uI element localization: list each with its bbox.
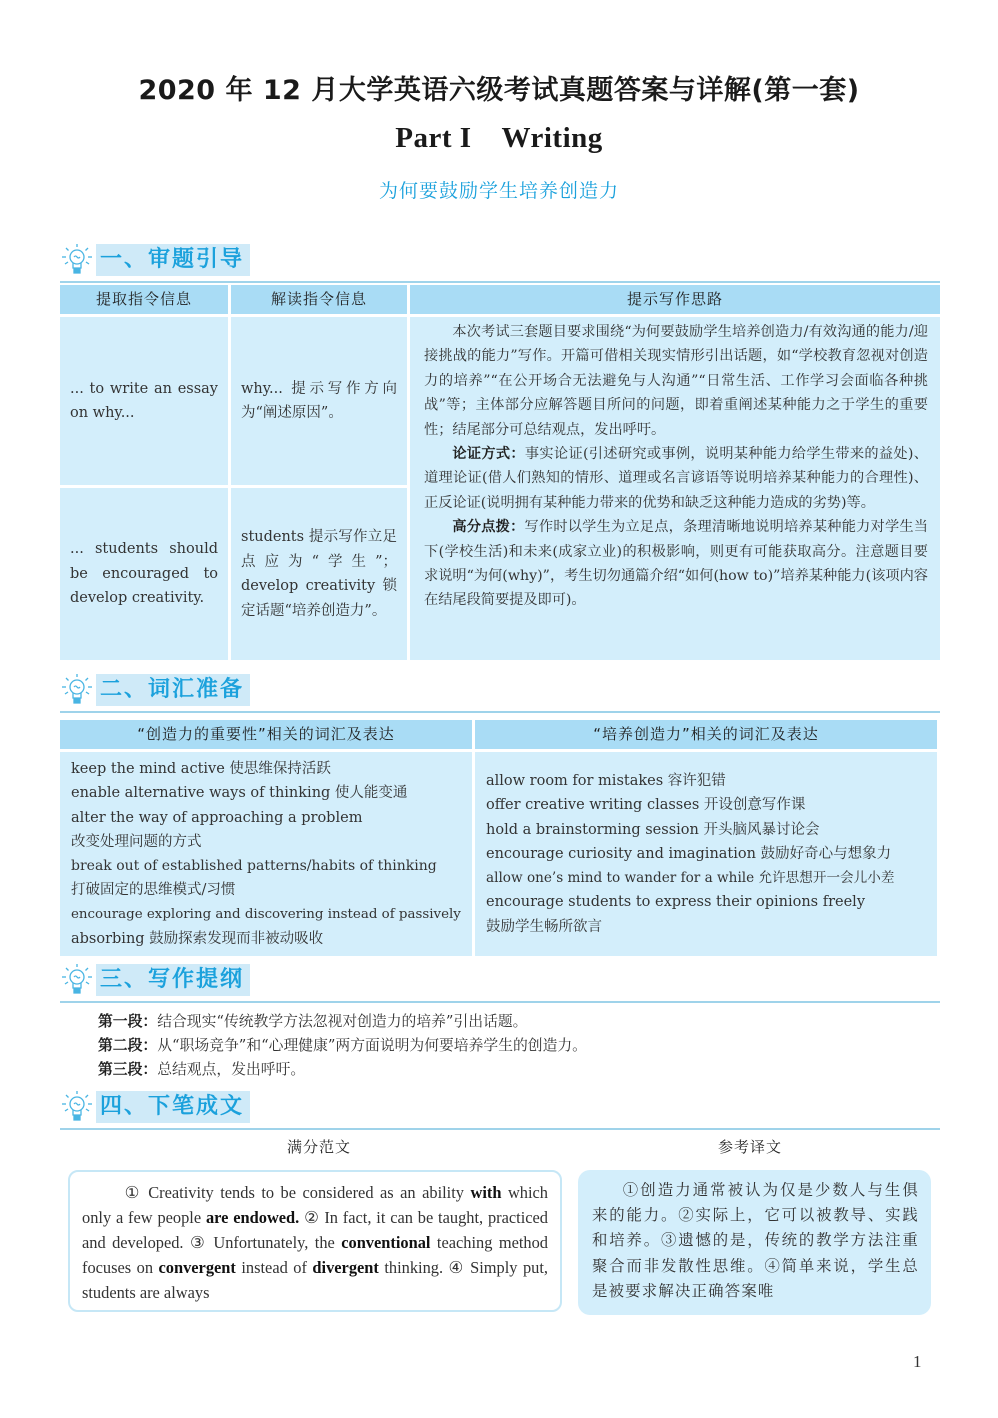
vocab-item: encourage exploring and discovering instead of passively [71, 906, 461, 922]
table-header: “创造力的重要性”相关的词汇及表达 [60, 720, 472, 749]
vocab-item: encourage curiosity and imagination 鼓励好奇心与想象力 [486, 845, 892, 862]
essay-fragment: which only a few people [82, 1183, 548, 1228]
vocab-item: allow one’s mind to wander for a while 允许思想开一会儿小差 [486, 870, 895, 887]
outline-label: 第一段： [98, 1013, 158, 1030]
outline-text: 从“职场竞争”和“心理健康”两方面说明为何要培养学生的创造力。 [157, 1037, 587, 1054]
essay-topic: 为何要鼓励学生培养创造力 [378, 180, 619, 202]
method-text: 事实论证(引述研究或事例，说明某种能力给学生带来的益处)、道理论证(借人们熟知的情形、道理或名言谚语等说明培养某种能力的合理性)、正反论证(说明拥有某种能力带来的优势和缺乏这种能力造成的劣势)等。 [424, 446, 928, 511]
outline-item [98, 1058, 587, 1082]
advice-label: 高分点拨： [452, 519, 525, 536]
part-name: Writing [501, 122, 603, 154]
section-label: 四、下笔成文 [96, 1091, 250, 1123]
tips-method [424, 442, 928, 515]
lightbulb-icon [60, 962, 94, 998]
vocab-item: offer creative writing classes 开设创意写作课 [486, 797, 806, 814]
section-label: 三、写作提纲 [96, 964, 250, 996]
essay-fragment: ① Creativity tends to be considered as an ability [124, 1183, 471, 1202]
outline-label: 第二段： [98, 1037, 158, 1054]
vocab-item: absorbing 鼓励探索发现而非被动吸收 [71, 931, 324, 948]
vocab-list-importance [60, 752, 472, 956]
model-essay-label: 满分范文 [287, 1138, 352, 1156]
advice-text: 写作时以学生为立足点，条理清晰地说明培养某种能力对学生当下(学校生活)和未来(成家立业)的积极影响，则更有可能获取高分。注意题目要求说明“为何(why)”，考生切勿通篇介绍“如何(how to)”培养某种能力(该项内容在结尾段简要提及即可)。 [424, 519, 928, 609]
lightbulb-icon [60, 672, 94, 708]
key-phrase: conventional [341, 1233, 431, 1253]
table-header: “培养创造力”相关的词汇及表达 [475, 720, 937, 749]
vocab-item: 鼓励学生畅所欲言 [486, 918, 602, 935]
lightbulb-icon [60, 242, 94, 278]
vocab-item: 打破固定的思维模式/习惯 [71, 882, 236, 899]
tips-intro: 本次考试三套题目要求围绕“为何要鼓励学生培养创造力/有效沟通的能力/迎接挑战的能力”写作。开篇可借相关现实情形引出话题，如“学校教育忽视对创造力的培养”“在公开场合无法避免与人沟通”“日常生活、工作学习会面临各种挑战”等；主体部分应解答题目所问的问题，即着重阐述某种能力之于学生的重要性；结尾部分可总结观点，发出呼吁。 [424, 324, 928, 438]
table-cell-interpret [231, 488, 407, 660]
method-label: 论证方式： [452, 446, 525, 463]
table-cell-interpret [231, 317, 407, 485]
section-label: 二、词汇准备 [96, 674, 250, 706]
key-phrase: with [470, 1183, 502, 1202]
model-essay-text [82, 1180, 548, 1305]
cell-text: students 提示写作立足点应为“学生”；develop creativity 锁定话题“培养创造力”。 [241, 529, 397, 619]
translation-text: ①创造力通常被认为仅是少数人与生俱来的能力。②实际上，它可以被教导、实践和培养。③遗憾的是，传统的教学方法注重聚合而非发散性思维。④简单来说，学生总是被要求解决正确答案唯 [592, 1181, 919, 1300]
lightbulb-icon [60, 1089, 94, 1125]
translation-label: 参考译文 [718, 1138, 783, 1156]
document-title: 2020 年 12 月大学英语六级考试真题答案与详解(第一套) [138, 75, 860, 106]
essay-fragment: thinking. ④ Simply put, students are always [82, 1258, 548, 1303]
table-cell-extract [60, 488, 228, 660]
section-divider [60, 1001, 940, 1003]
essay-fragment: instead of [235, 1258, 313, 1278]
writing-tips-cell [410, 317, 940, 660]
outline-label: 第三段： [98, 1061, 158, 1078]
part-heading [0, 122, 998, 155]
cell-text: ... students should be encouraged to develop creativity. [70, 541, 218, 607]
section-1-heading [60, 242, 940, 278]
vocab-list-cultivation [475, 752, 937, 956]
cell-text: why... 提示写作方向为“阐述原因”。 [241, 380, 397, 421]
table-cell-extract [60, 317, 228, 485]
vocab-item: enable alternative ways of thinking 使人能变通 [71, 785, 408, 802]
vocab-item: hold a brainstorming session 开头脑风暴讨论会 [486, 821, 820, 838]
outline-text: 总结观点，发出呼吁。 [157, 1061, 306, 1078]
translation-box [578, 1170, 931, 1315]
model-essay-box [68, 1170, 562, 1312]
outline-item [98, 1010, 587, 1034]
table-header: 提示写作思路 [410, 285, 940, 314]
section-4-heading [60, 1089, 940, 1125]
tips-advice [424, 515, 928, 613]
section-2-heading [60, 672, 940, 708]
part-number: Part I [395, 122, 472, 154]
outline-text: 结合现实“传统教学方法忽视对创造力的培养”引出话题。 [157, 1013, 528, 1030]
outline-item [98, 1034, 587, 1058]
essay-fragment: teaching method focuses on [82, 1233, 548, 1278]
vocab-item: break out of established patterns/habits of thinking [71, 858, 437, 875]
section-divider [60, 711, 940, 713]
section-divider [60, 1128, 940, 1130]
essay-fragment: ② In fact, it can be taught, practiced and developed. ③ Unfortunately, the [82, 1208, 548, 1253]
vocab-item: 改变处理问题的方式 [71, 833, 202, 850]
section-label: 一、审题引导 [96, 244, 250, 276]
writing-outline [98, 1010, 587, 1082]
page-number: 1 [913, 1352, 922, 1371]
vocab-item: encourage students to express their opinions freely [486, 894, 866, 911]
section-divider [60, 281, 940, 283]
key-phrase: are endowed. [205, 1208, 300, 1228]
vocab-item: allow room for mistakes 容许犯错 [486, 773, 726, 789]
key-phrase: convergent [158, 1258, 236, 1278]
key-phrase: divergent [312, 1258, 379, 1278]
table-header: 提取指令信息 [60, 285, 228, 314]
section-3-heading [60, 962, 940, 998]
vocab-item: keep the mind active 使思维保持活跃 [71, 761, 331, 777]
vocab-item: alter the way of approaching a problem [71, 809, 363, 826]
cell-text: ... to write an essay on why... [70, 380, 218, 421]
table-header: 解读指令信息 [231, 285, 407, 314]
